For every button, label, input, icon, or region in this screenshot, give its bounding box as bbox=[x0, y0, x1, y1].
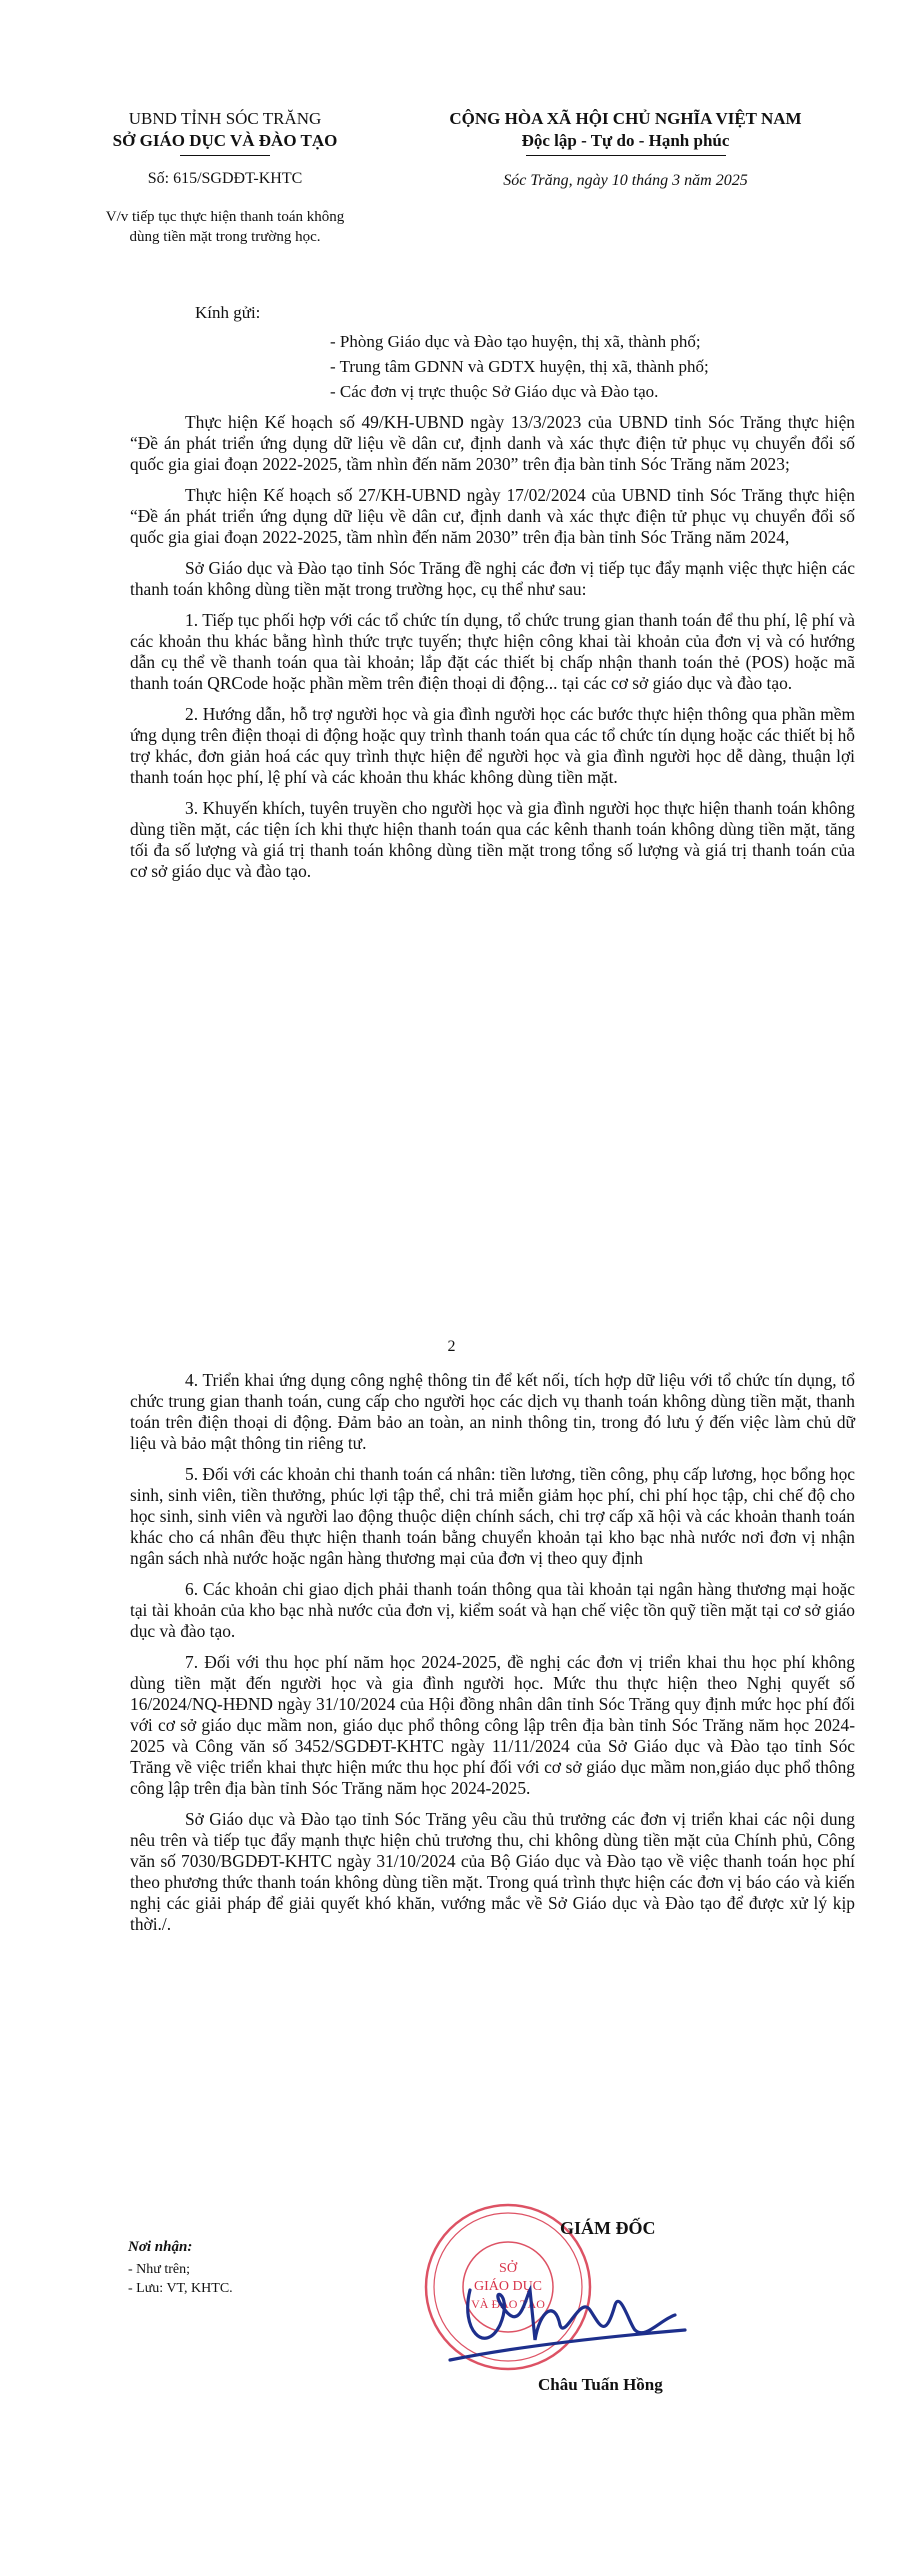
paragraph: 4. Triển khai ứng dụng công nghệ thông tin để kết nối, tích hợp dữ liệu với tổ chức tín dụng, tổ chức trung gian thanh toán, cung cấp cho người học các dịch vụ thanh toán không dùng tiền mặt, thanh toán trên điện thoại di động. Đảm bảo an toàn, an ninh thông tin, trong đó lưu ý đến việc làm chủ dữ liệu và bảo mật thông tin riêng tư. bbox=[130, 1370, 855, 1453]
page-number: 2 bbox=[447, 1338, 456, 1355]
paragraph: 6. Các khoản chi giao dịch phải thanh toán thông qua tài khoản tại ngân hàng thương mại hoặc tại tài khoản của kho bạc nhà nước của đơn vị, kiểm soát và hạn chế việc tồn quỹ tiền mặt tại cơ sở giáo dục và đào tạo. bbox=[130, 1579, 855, 1641]
footer-recipients bbox=[128, 2238, 233, 2298]
signer-title: GIÁM ĐỐC bbox=[560, 2218, 656, 2238]
stamp-text-bot: VÀ ĐÀO TẠO bbox=[471, 2297, 545, 2311]
paragraph: 7. Đối với thu học phí năm học 2024-2025, đề nghị các đơn vị triển khai thu học phí không dùng tiền mặt đến người học và gia đình người học. Mức thu thực hiện theo Nghị quyết số 16/2024/NQ-HĐND ngày 31/10/2024 của Hội đồng nhân dân tỉnh Sóc Trăng quy định mức học phí đối với cơ sở giáo dục mầm non, giáo dục phổ thông công lập trên địa bàn tỉnh Sóc Trăng năm học 2024-2025 và Công văn số 3452/SGDĐT-KHTC ngày 11/11/2024 của Sở Giáo dục và Đào tạo tỉnh Sóc Trăng về việc triển khai thực hiện mức thu học phí đối với cơ sở giáo dục mầm non,giáo dục phổ thông công lập trên địa bàn tỉnh Sóc Trăng năm học 2024-2025. bbox=[130, 1652, 855, 1798]
footer-recipient-item: - Lưu: VT, KHTC. bbox=[128, 2281, 233, 2296]
paragraph: 1. Tiếp tục phối hợp với các tổ chức tín dụng, tổ chức trung gian thanh toán để thu phí, lệ phí và các khoản thu khác bằng hình thức trực tuyến; thực hiện công khai tài khoản của đơn vị và có hướng dẫn cụ thể về thanh toán qua tài khoản; lắp đặt các thiết bị chấp nhận thanh toán thẻ (POS) hoặc mã thanh toán QRCode hoặc phần mềm trên điện thoại di động... tại các cơ sở giáo dục và đào tạo. bbox=[130, 610, 855, 693]
handwritten-signature bbox=[430, 2230, 700, 2380]
footer-recipient-item: - Như trên; bbox=[128, 2262, 191, 2277]
paragraph: Thực hiện Kế hoạch số 49/KH-UBND ngày 13/3/2023 của UBND tỉnh Sóc Trăng thực hiện “Đề án phát triển ứng dụng dữ liệu về dân cư, định danh và xác thực điện tử phục vụ chuyển đổi số quốc gia giai đoạn 2022-2025, tầm nhìn đến năm 2030” trên địa bàn tỉnh Sóc Trăng năm 2023; bbox=[130, 412, 855, 474]
body-page-1 bbox=[130, 412, 855, 892]
recipients-list bbox=[330, 329, 709, 404]
paragraph: Sở Giáo dục và Đào tạo tỉnh Sóc Trăng đề nghị các đơn vị tiếp tục đẩy mạnh việc thực hiện các thanh toán không dùng tiền mặt trong trường học, cụ thể như sau: bbox=[130, 558, 855, 599]
paragraph: Sở Giáo dục và Đào tạo tỉnh Sóc Trăng yêu cầu thủ trưởng các đơn vị triển khai các nội dung nêu trên và tiếp tục đẩy mạnh thực hiện chủ trương thu, chi không dùng tiền mặt của Chính phủ, Công văn số 7030/BGDĐT-KHTC ngày 31/10/2024 của Bộ Giáo dục và Đào tạo về việc thanh toán học phí theo phương thức thanh toán không dùng tiền mặt. Trong quá trình thực hiện các đơn vị báo cáo và kiến nghị các giải pháp để giải quyết khó khăn, vướng mắc về Sở Giáo dục và Đào tạo để được xử lý kịp thời./. bbox=[130, 1809, 855, 1934]
recipient-item: - Các đơn vị trực thuộc Sở Giáo dục và Đào tạo. bbox=[330, 382, 659, 401]
footer-recipients-title: Nơi nhận: bbox=[128, 2239, 193, 2255]
org-line-1: UBND TỈNH SÓC TRĂNG bbox=[128, 109, 322, 128]
document-subject: V/v tiếp tục thực hiện thanh toán không dùng tiền mặt trong trường học. bbox=[105, 209, 345, 245]
recipients-label: Kính gửi: bbox=[195, 303, 261, 322]
org-underline bbox=[180, 155, 270, 156]
nation-line-1: CỘNG HÒA XÃ HỘI CHỦ NGHĨA VIỆT NAM bbox=[449, 109, 802, 128]
recipient-item: - Trung tâm GDNN và GDTX huyện, thị xã, thành phố; bbox=[330, 357, 709, 376]
motto-underline bbox=[526, 155, 726, 156]
document-date: Sóc Trăng, ngày 10 tháng 3 năm 2025 bbox=[503, 172, 748, 189]
nation-line-2: Độc lập - Tự do - Hạnh phúc bbox=[521, 131, 730, 150]
body-page-2 bbox=[130, 1370, 855, 1945]
paragraph: Thực hiện Kế hoạch số 27/KH-UBND ngày 17/02/2024 của UBND tỉnh Sóc Trăng thực hiện “Đề án phát triển ứng dụng dữ liệu về dân cư, định danh và xác thực điện tử phục vụ chuyển đổi số quốc gia giai đoạn 2022-2025, tầm nhìn đến năm 2030” trên địa bàn tỉnh Sóc Trăng năm 2024, bbox=[130, 485, 855, 547]
org-line-2: SỞ GIÁO DỤC VÀ ĐÀO TẠO bbox=[112, 131, 338, 150]
paragraph: 5. Đối với các khoản chi thanh toán cá nhân: tiền lương, tiền công, phụ cấp lương, học bổng học sinh, sinh viên, tiền thưởng, phúc lợi tập thể, chi trả miễn giảm học phí, chi phí học tập, chi chế độ cho học sinh, sinh viên và người lao động thuộc diện chính sách, chi trợ cấp xã hội và các khoản thanh toán khác cho cá nhân đều thực hiện thanh toán bằng chuyển khoản tại kho bạc nhà nước nơi đơn vị nhận ngân sách nhà nước hoặc ngân hàng thương mại của đơn vị theo quy định bbox=[130, 1464, 855, 1568]
stamp-text-mid: GIÁO DỤC bbox=[473, 2279, 543, 2294]
recipient-item: - Phòng Giáo dục và Đào tạo huyện, thị xã, thành phố; bbox=[330, 332, 701, 351]
document-number: Số: 615/SGDĐT-KHTC bbox=[147, 170, 303, 187]
signer-name: Châu Tuấn Hồng bbox=[538, 2375, 663, 2394]
paragraph: 2. Hướng dẫn, hỗ trợ người học và gia đình người học các bước thực hiện thông qua phần mềm ứng dụng trên điện thoại di động hoặc quy trình thanh toán qua các tổ chức tín dụng hoặc các thiết bị hỗ trợ khác, đơn giản hoá các quy trình thực hiện để người học và gia đình người học dễ dàng, thuận lợi thanh toán học phí, lệ phí và các khoản thu khác không dùng tiền mặt. bbox=[130, 704, 855, 787]
national-motto bbox=[408, 108, 843, 156]
issuing-organization bbox=[110, 108, 340, 156]
paragraph: 3. Khuyến khích, tuyên truyền cho người học và gia đình người học thực hiện thanh toán không dùng tiền mặt, các tiện ích khi thực hiện thanh toán qua các kênh thanh toán không dùng tiền mặt, tăng tối đa số lượng và giá trị thanh toán không dùng tiền mặt trong tổng số lượng và giá trị thanh toán của cơ sở giáo dục và đào tạo. bbox=[130, 798, 855, 881]
stamp-text-top: SỞ bbox=[499, 2261, 517, 2276]
